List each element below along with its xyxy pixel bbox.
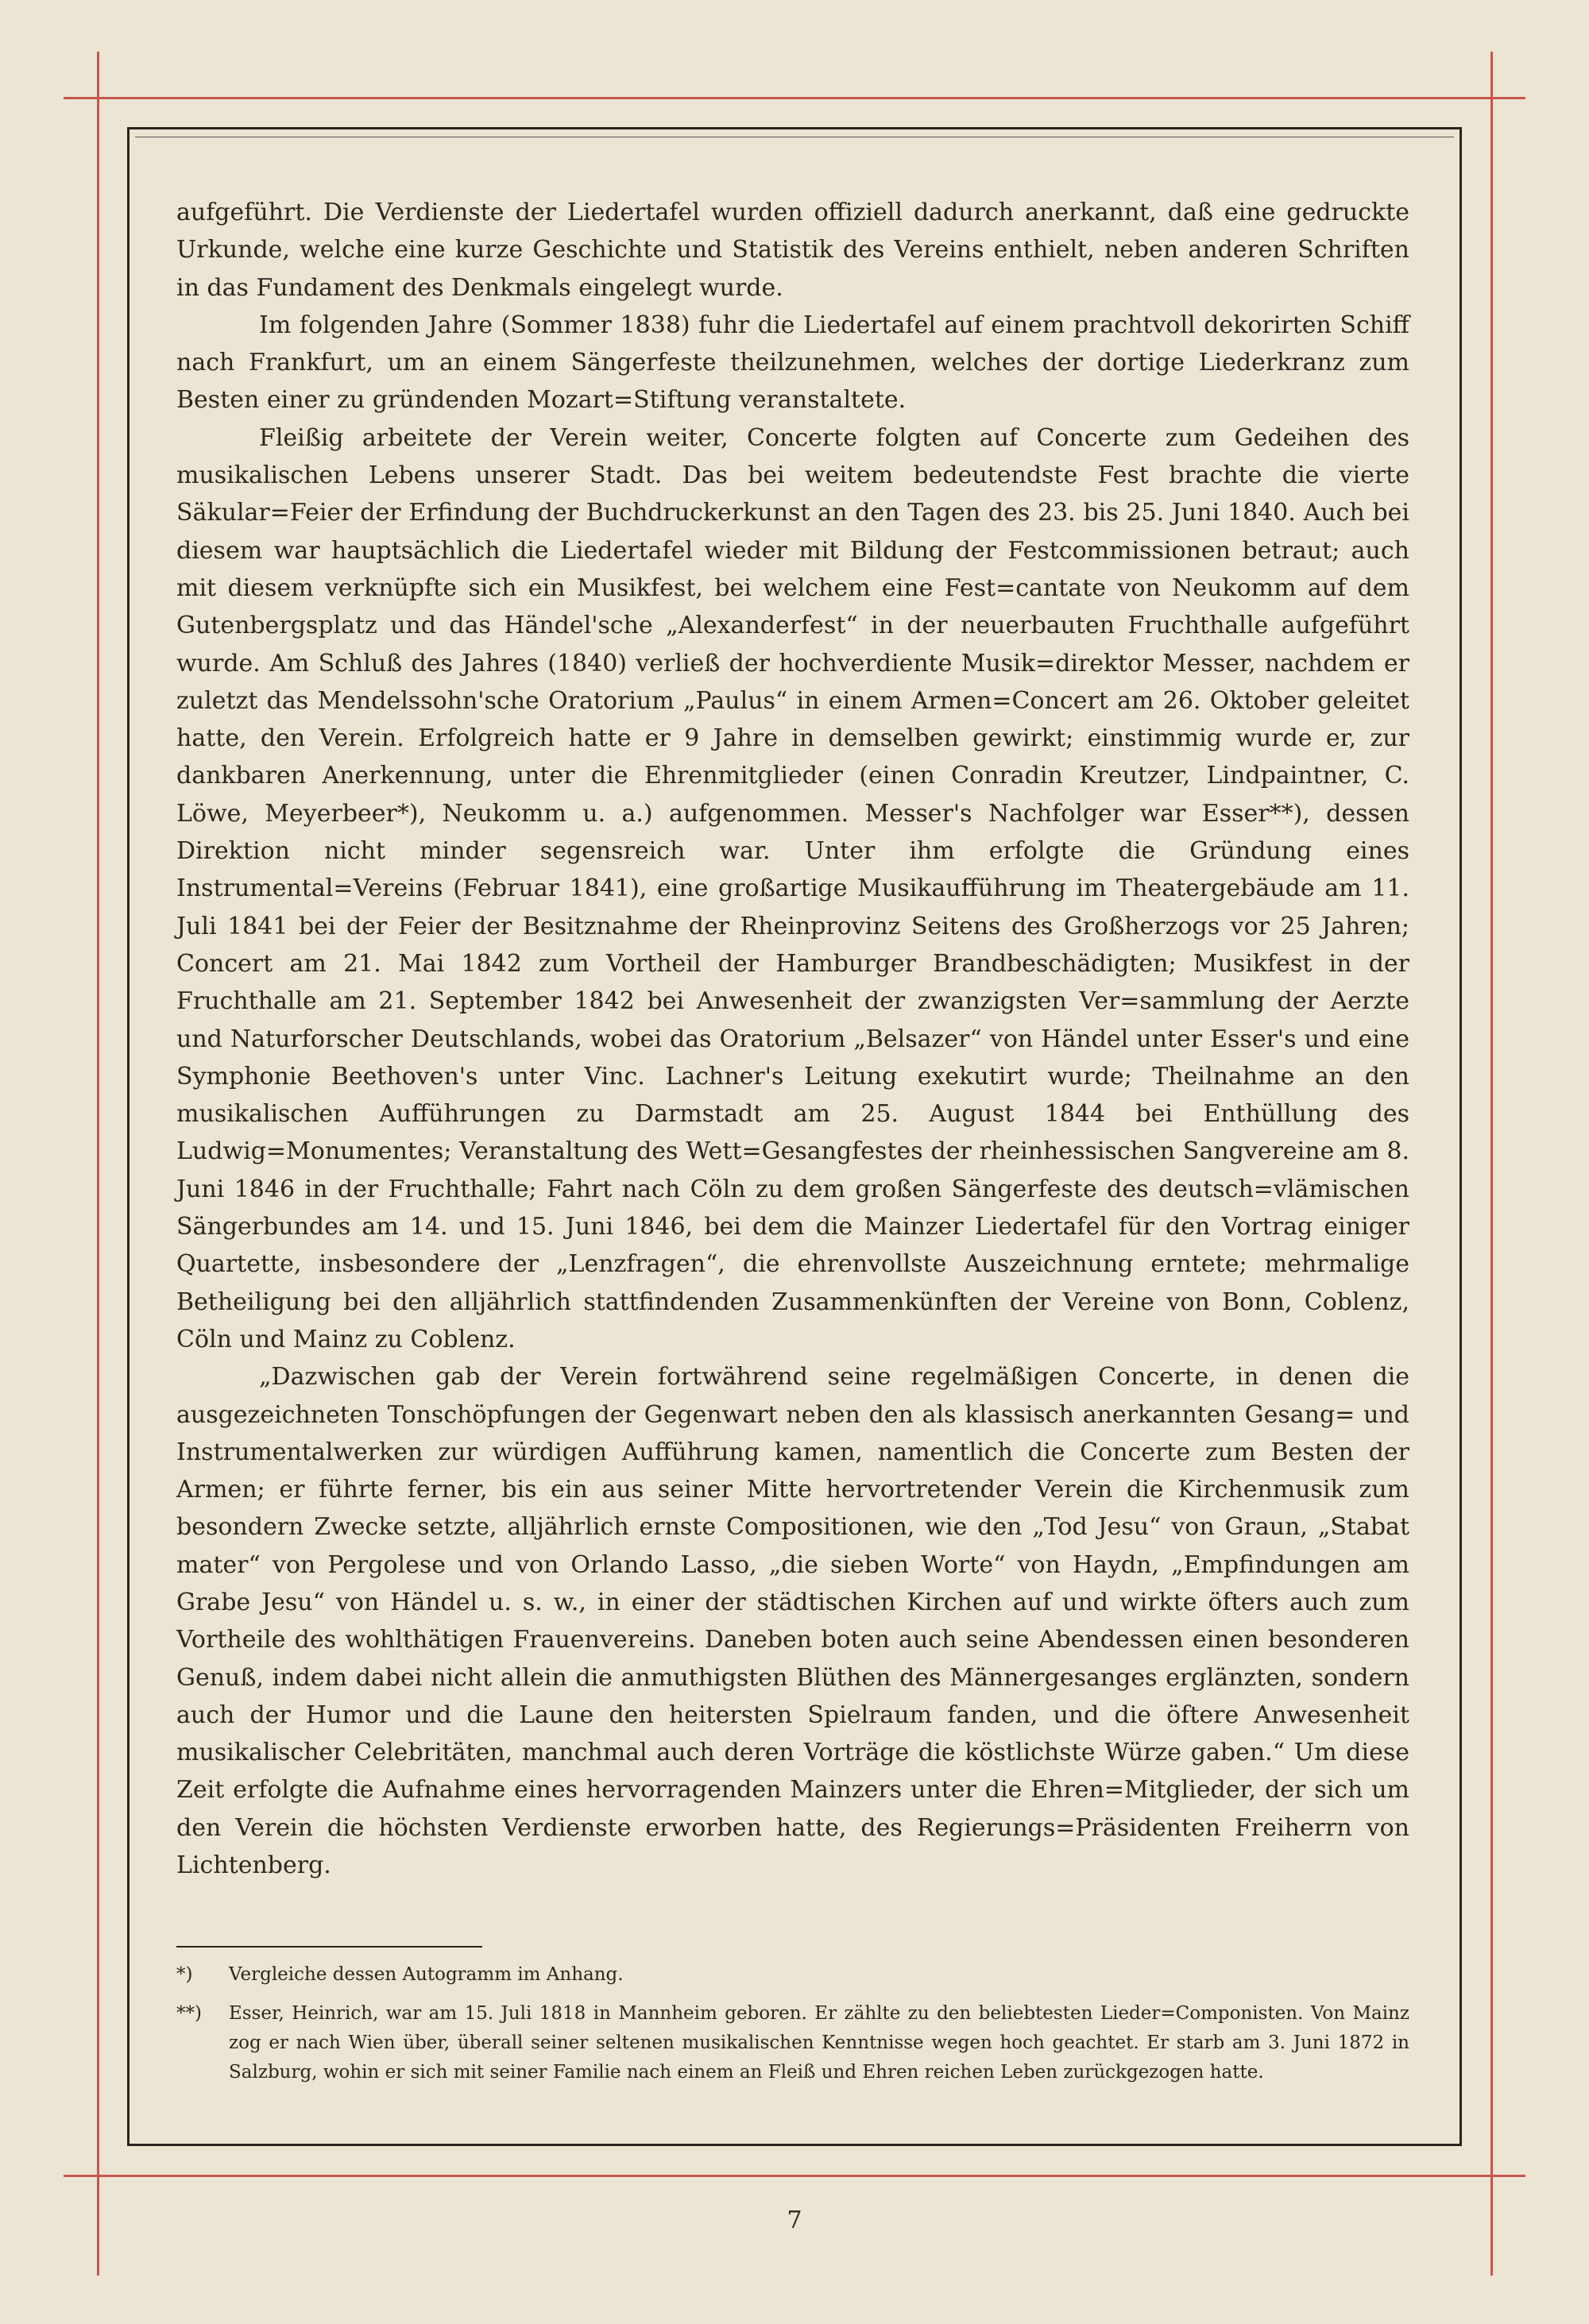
- main-text: [176, 194, 1409, 1884]
- page-number: 7: [787, 2206, 802, 2234]
- red-rule-left: [97, 52, 99, 2276]
- footnote-text: Vergleiche dessen Autogramm im Anhang.: [229, 1964, 624, 1985]
- paragraph-3: Fleißig arbeitete der Verein weiter, Concerte folgten auf Concerte zum Gedeihen des musikalischen Lebens unserer Stadt. Das bei weitem bedeutendste Fest brachte die vierte Säkular=Feier der Erfindung der Buchdruckerkunst an den Tagen des 23. bis 25. Juni 1840. Auch bei diesem war hauptsächlich die Liedertafel wieder mit Bildung der Festcommissionen betraut; auch mit diesem verknüpfte sich ein Musikfest, bei welchem eine Fest=cantate von Neukomm auf dem Gutenbergsplatz und das Händel'sche „Alexanderfest“ in der neuerbauten Fruchthalle aufgeführt wurde. Am Schluß des Jahres (1840) verließ der hochverdiente Musik=direktor Messer, nachdem er zuletzt das Mendelssohn'sche Oratorium „Paulus“ in einem Armen=Concert am 26. Oktober geleitet hatte, den Verein. Erfolgreich hatte er 9 Jahre in demselben gewirkt; einstimmig wurde er, zur dankbaren Anerkennung, unter die Ehrenmitglieder (einen Conradin Kreutzer, Lindpaintner, C. Löwe, Meyerbeer*), Neukomm u. a.) aufgenommen. Messer's Nachfolger war Esser**), dessen Direktion nicht minder segensreich war. Unter ihm erfolgte die Gründung eines Instrumental=Vereins (Februar 1841), eine großartige Musikaufführung im Theatergebäude am 11. Juli 1841 bei der Feier der Besitznahme der Rheinprovinz Seitens des Großherzogs vor 25 Jahren; Concert am 21. Mai 1842 zum Vortheil der Hamburger Brandbeschädigten; Musikfest in der Fruchthalle am 21. September 1842 bei Anwesenheit der zwanzigsten Ver=sammlung der Aerzte und Naturforscher Deutschlands, wobei das Oratorium „Belsazer“ von Händel unter Esser's und eine Symphonie Beethoven's unter Vinc. Lachner's Leitung exekutirt wurde; Theilnahme an den musikalischen Aufführungen zu Darmstadt am 25. August 1844 bei Enthüllung des Ludwig=Monumentes; Veranstaltung des Wett=Gesangfestes der rheinhessischen Sangvereine am 8. Juni 1846 in der Fruchthalle; Fahrt nach Cöln zu dem großen Sängerfeste des deutsch=vlämischen Sängerbundes am 14. und 15. Juni 1846, bei dem die Mainzer Liedertafel für den Vortrag einiger Quartette, insbesondere der „Lenzfragen“, die ehrenvollste Auszeichnung erntete; mehrmalige Betheiligung bei den alljährlich stattfindenden Zusammenkünften der Vereine von Bonn, Coblenz, Cöln und Mainz zu Coblenz.: [176, 423, 1409, 1353]
- paragraph-2: Im folgenden Jahre (Sommer 1838) fuhr die Liedertafel auf einem prachtvoll dekorirten Schiff nach Frankfurt, um an einem Sängerfeste theilzunehmen, welches der dortige Liederkranz zum Besten einer zu gründenden Mozart=Stiftung veranstaltete.: [176, 311, 1409, 415]
- paragraph-4: „Dazwischen gab der Verein fortwährend seine regelmäßigen Concerte, in denen die ausgezeichneten Tonschöpfungen der Gegenwart neben den als klassisch anerkannten Gesang= und Instrumentalwerken zur würdigen Aufführung kamen, namentlich die Concerte zum Besten der Armen; er führte ferner, bis ein aus seiner Mitte hervortretender Verein die Kirchenmusik zum besondern Zwecke setzte, alljährlich ernste Compositionen, wie den „Tod Jesu“ von Graun, „Stabat mater“ von Pergolese und von Orlando Lasso, „die sieben Worte“ von Haydn, „Empfindungen am Grabe Jesu“ von Händel u. s. w., in einer der städtischen Kirchen auf und wirkte öfters auch zum Vortheile des wohlthätigen Frauenvereins. Daneben boten auch seine Abendessen einen besonderen Genuß, indem dabei nicht allein die anmuthigsten Blüthen des Männergesanges erglänzten, sondern auch der Humor und die Laune den heitersten Spielraum fanden, und die öftere Anwesenheit musikalischer Celebritäten, manchmal auch deren Vorträge die köstlichste Würze gaben.“ Um diese Zeit erfolgte die Aufnahme eines hervorragenden Mainzers unter die Ehren=Mitglieder, der sich um den Verein die höchsten Verdienste erworben hatte, des Regierungs=Präsidenten Freiherrn von Lichtenberg.: [176, 1363, 1409, 1880]
- footnotes: [176, 1960, 1409, 2097]
- paragraph-1: aufgeführt. Die Verdienste der Liedertafel wurden offiziell dadurch anerkannt, daß eine gedruckte Urkunde, welche eine kurze Geschichte und Statistik des Vereins enthielt, neben anderen Schriften in das Fundament des Denkmals eingelegt wurde.: [176, 199, 1409, 302]
- red-rule-right: [1490, 52, 1493, 2276]
- red-rule-top: [64, 97, 1525, 99]
- footnote-1: [176, 1960, 1409, 1990]
- footnote-text: Esser, Heinrich, war am 15. Juli 1818 in Mannheim geboren. Er zählte zu den beliebtesten Lieder=Componisten. Von Mainz zog er nach Wien über, überall seiner seltenen musikalischen Kenntnisse wegen hoch geachtet. Er starb am 3. Juni 1872 in Salzburg, wohin er sich mit seiner Familie nach einem an Fleiß und Ehren reichen Leben zurückgezogen hatte.: [229, 2003, 1409, 2083]
- footnote-marker: *): [176, 1964, 193, 1985]
- red-rule-bottom: [64, 2175, 1525, 2177]
- footnote-2: [176, 1999, 1409, 2087]
- footnote-rule: [176, 1946, 482, 1948]
- footnote-marker: **): [176, 2003, 202, 2024]
